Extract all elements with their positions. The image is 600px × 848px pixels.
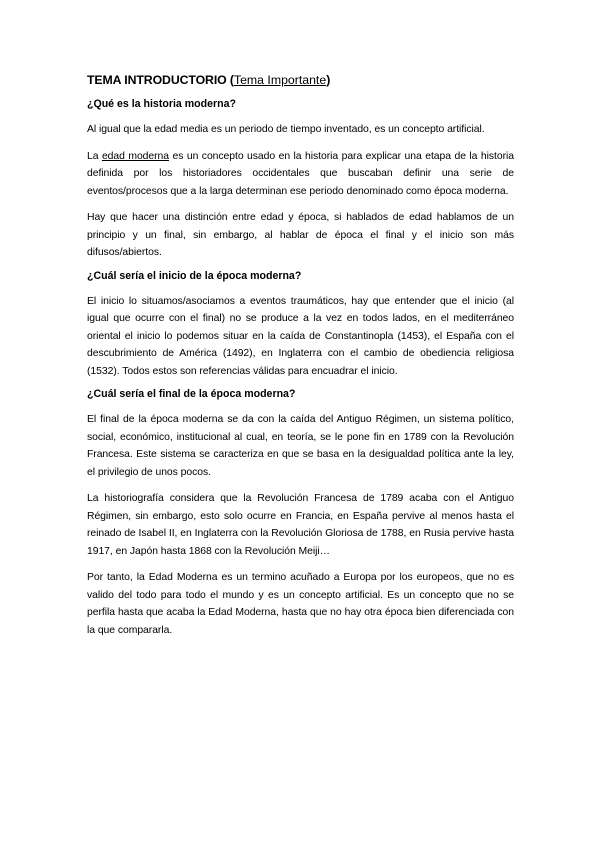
section-heading: ¿Qué es la historia moderna? [87,98,236,110]
underlined-term: edad moderna [101,150,170,162]
document-title [87,72,514,88]
document-page [87,72,514,648]
paragraph: Hay que hacer una distinción entre edad y época, si hablados de edad hablamos de un principio y un final, sin embargo, al hablar de época el final y el inicio son más difusos/abiertos. [87,212,514,258]
title-close: ) [326,73,331,87]
paragraph: Al igual que la edad media es un periodo de tiempo inventado, es un concepto artificial. [87,124,485,135]
paragraph: El inicio lo situamos/asociamos a eventos traumáticos, hay que entender que el inicio (al igual que ocurre con el final) no se produce a la vez en todos lados, en el mediterráneo oriental el inicio lo podemos situar en la caída de Constantinopla (1453), el España con el descubrimiento de América (1492), en Inglaterra con el cambio de obediencia religiosa (1532). Todos estos son referencias válidas para encuadrar el inicio. [87,295,514,377]
paragraph: Por tanto, la Edad Moderna es un termino acuñado a Europa por los europeos, que no es valido del todo para todo el mundo y es un concepto artificial. Es un concepto que no se perfila hasta que acaba la Edad Moderna, hasta que no hay otra época bien diferenciada con la que compararla. [87,572,514,636]
paragraph: El final de la época moderna se da con la caída del Antiguo Régimen, un sistema político, social, económico, institucional al cual, en teoría, se le pone fin en 1789 con la Revolución Francesa. Este sistema se caracteriza en que se basa en la desigualdad política ante la ley, el privilegio de unos pocos. [87,414,514,478]
title-main: TEMA INTRODUCTORIO ( [87,73,234,87]
title-important: Tema Importante [233,73,327,87]
section-heading: ¿Cuál sería el final de la época moderna? [87,388,296,400]
paragraph: La historiografía considera que la Revolución Francesa de 1789 acaba con el Antiguo Régimen, sin embargo, esto solo ocurre en Francia, en España pervive al menos hasta el reinado de Isabel II, en Inglaterra con la Revolución Gloriosa de 1788, en Rusia pervive hasta 1917, en Japón hasta 1868 con la Revolución Meiji… [87,493,514,557]
section-heading: ¿Cuál sería el inicio de la época moderna? [87,269,302,282]
paragraph [87,148,514,201]
paragraph-rest: es un concepto usado en la historia para explicar una etapa de la historia definida por los historiadores occidentales que buscaban definir una serie de eventos/procesos que a la larga determinan ese periodo denominado como época moderna. [87,150,514,197]
paragraph-prefix: La [87,150,99,162]
